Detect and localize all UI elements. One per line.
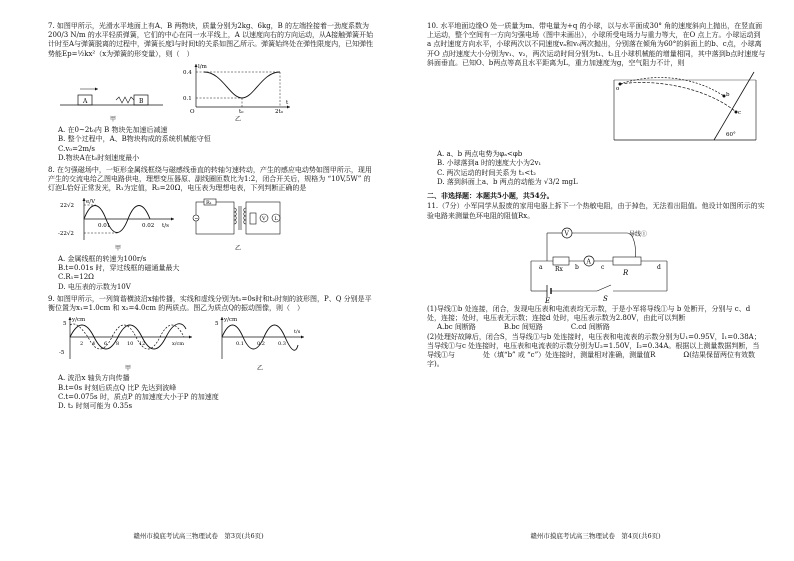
question-7-stem: 7. 如图甲所示，光滑水平地面上有A、B 两物块，质量分别为2kg、6kg，B 的左端拴接着一劲度系数为 200/3 N/m 的水平轻质弹簧，它们的中心在同一水平线上，A 以速度向右的方向运动，从A接触弹簧开始计时至A与弹簧脱离的过程中，弹簧长度l与时间t的关系如图乙所示。弹簧始终处在弹性限度内，已知弹性势能Ep=½kx²（x为弹簧的形变量），则（ ）: [48, 22, 374, 58]
length-time-graph: [182, 61, 294, 113]
node-b: b: [574, 263, 579, 271]
y-axis-label: l/m: [198, 63, 207, 70]
question-8-fig-jia: [58, 196, 178, 253]
y-tick-positive: 22√2: [60, 202, 75, 209]
ammeter-label: A: [586, 258, 591, 266]
trajectory-1: [620, 78, 724, 96]
question-10-body: [427, 22, 766, 68]
y-tick-0.1: 0.1: [183, 95, 192, 102]
projectile-incline-diagram: [610, 68, 760, 148]
question-9-option-d: D. t₂ 时刻可能为 0.35s: [58, 402, 133, 411]
question-8: [48, 166, 377, 292]
transformer-circuit: [192, 196, 284, 242]
question-9-option-c: C.t=0.075s 时，质点P 的加速度大小于P 的加速度: [58, 392, 219, 401]
question-8-fig-jia-caption: 甲: [114, 244, 121, 252]
node-c: c: [600, 263, 604, 271]
t-tick-0.1: 0.1: [236, 341, 244, 348]
y-axis-label-2: y/cm: [224, 317, 238, 324]
question-8-option-d: D. 电压表的示数为10V: [58, 282, 131, 291]
node-d: d: [656, 263, 661, 271]
question-7-option-c: C.v₀=2m/s: [58, 144, 95, 153]
trajectory-2: [620, 83, 736, 113]
question-8-option-b: B.t=0.01s 时，穿过线框的磁通量最大: [58, 264, 180, 273]
question-11-part-2: (2)处理好故障后，闭合S，当导线①与b 处连接时，电压表和电流表的示数分别为U₁=0.95V，I₁=0.38A；当导线①与c 处连接时，电压表和电流表的示数分别为U₂=1.50V，I₂=0.34A。根据以上测量数据判断，当导线①与 处（填“b” 或 “c”）处连接时，测量相对准确，测量值R Ω(结果保留两位有效数字)。: [427, 332, 761, 369]
x-axis-label: t/s: [162, 222, 169, 229]
question-7-option-b: B. 整个过程中，A、B物块构成的系统机械能守恒: [58, 135, 211, 144]
y-tick-negative: -22√2: [58, 230, 74, 237]
question-8-stem: 8. 在匀强磁场中，一矩形金属线框绕与磁感线垂直的转轴匀速转动，产生的感应电动势如图甲所示，现用产生的交流电给乙图电路供电，理想变压器原、副线圈匝数比为1:2，闭合开关后，规格为 “10V,5W” 的灯泡L恰好正常发光，R₁为定值，R₂=20Ω，电压表为理想电表，下列判断正确的是: [48, 166, 372, 193]
x-tick-origin: O: [190, 108, 195, 113]
node-a: a: [538, 263, 543, 271]
question-8-figures: [58, 196, 377, 253]
spring: [116, 97, 134, 103]
svg-text:B: B: [139, 97, 144, 105]
switch-symbol: [597, 285, 611, 291]
question-11-part-1: (1)导线①b 处连接，闭合，发现电压表和电流表均无示数，于是小军将导线①与 b 处断开，分别与 c、d 处，连接；处时，电压表无示数；连接d 处时，电压表示数为2.80V，由此可以判断: [427, 304, 751, 323]
wire-label: 导线①: [628, 230, 647, 238]
left-column: [48, 22, 377, 531]
right-column: [427, 22, 766, 531]
question-9-fig-jia: [58, 315, 198, 372]
x-tick-4: 4: [92, 341, 96, 348]
y-tick-5-2: 5: [215, 321, 219, 328]
question-10-option-a: A. a、b 两点电势为φₐ<φb: [437, 150, 523, 159]
question-8-option-a: A. 金属线框的转速为100r/s: [58, 254, 147, 263]
battery-label: E: [544, 296, 550, 303]
vibration-graph: [212, 315, 308, 361]
y-axis-label: e/V: [86, 198, 96, 205]
question-7-fig-yi: [182, 61, 294, 124]
question-11: [427, 202, 766, 369]
x-tick-2: 2: [80, 341, 84, 348]
x-tick-6: 6: [104, 341, 108, 348]
section-heading: 二、非选择题：本题共5小题，共54分。: [427, 191, 554, 201]
svg-text:R₁: R₁: [206, 199, 212, 206]
svg-text:L: L: [274, 215, 278, 222]
question-11-figure-row: [427, 223, 766, 303]
svg-text:c: c: [738, 110, 742, 117]
question-9-figures: [58, 315, 377, 372]
question-7-fig-yi-caption: 乙: [234, 116, 241, 124]
svg-text:A: A: [83, 97, 88, 105]
emf-sine-graph: [58, 196, 178, 242]
question-9-fig-yi: [212, 315, 308, 372]
blocks-spring-diagram: [58, 73, 168, 113]
question-9-option-b: B.t=0s 时刻后质点Q 比P 先达到波峰: [58, 383, 177, 392]
rx-resistor: [553, 257, 569, 265]
question-9-fig-yi-caption: 乙: [256, 364, 263, 372]
x-tick-0.01: 0.01: [98, 222, 111, 229]
question-9-fig-jia-caption: 甲: [124, 364, 131, 372]
x-tick-2t0: 2t₀: [275, 108, 283, 113]
y-tick-5: 5: [63, 321, 67, 328]
question-7-option-d: D.物块A在t₀时刻速度最小: [58, 153, 140, 162]
x-tick-12: 12: [139, 341, 146, 348]
question-8-fig-yi-caption: 乙: [234, 244, 241, 252]
x-tick-10: 10: [127, 341, 134, 348]
resistor-r2: [250, 213, 256, 224]
question-7-fig-jia: [58, 73, 168, 124]
y-tick-0.4: 0.4: [183, 69, 192, 76]
question-11-part-1-options: A.bc 间断路 B.bc 间短路 C.cd 间断路: [437, 323, 610, 332]
left-page-footer: 赣州市摸底考试高三物理试卷 第3页(共6页): [133, 532, 264, 541]
right-page: [397, 0, 794, 561]
question-10: [427, 22, 766, 187]
question-7-option-a: A. 在0~2t₀内 B 物块先加速后减速: [58, 126, 168, 135]
question-7: [48, 22, 377, 163]
y-tick-neg5: -5: [59, 350, 65, 357]
question-10-figure-row: [427, 68, 760, 148]
question-10-option-b: B. 小球落到a 时的速度大小为2v₁: [437, 159, 542, 168]
x-tick-t0: t₀: [239, 108, 244, 113]
x-axis-label: x/cm: [172, 341, 185, 348]
question-7-fig-jia-caption: 甲: [109, 116, 116, 124]
question-9: [48, 295, 377, 412]
question-8-fig-yi: [192, 196, 284, 253]
length-curve: [204, 72, 280, 98]
x-tick-8: 8: [116, 341, 120, 348]
svg-text:V: V: [262, 215, 266, 222]
question-10-option-c: C. 两次运动的时间关系为 t₁<t₂: [437, 168, 536, 177]
measurement-circuit: [517, 223, 677, 303]
svg-text:~: ~: [194, 216, 199, 222]
question-10-stem: 10. 水平地面边缘O 处一质量为m、带电量为+q 的小球，以与水平面成30° 角的速度斜向上抛出，在竖直面上运动，整个空间有一方向匀强电场（图中未画出），小球所受电场力与重力等大，在O 点上方。小球运动到 a 点时速度方向水平，小球两次以不同速度vₐ和v₀两次抛出，分别落在倾角为60°的斜面上的b、c点，小球离开O 点时速度大小分别为v₁、v₂，两次运动时间分别为t₁、t₂且小球机械能的增量相同，其中落到b点时速度与斜面垂直。已知O、b两点等高且水平距离为L，重力加速度为g，空气阻力不计，则: [427, 22, 766, 67]
question-10-option-d: D. 落到斜面上a、b 两点的动能为 √3/2 mgL: [437, 177, 578, 186]
x-tick-0.02: 0.02: [142, 222, 155, 229]
incline: [714, 72, 754, 140]
y-axis-label: y/cm: [72, 317, 86, 324]
t-tick-0.2: 0.2: [257, 341, 265, 348]
question-9-option-a: A. 波沿x 轴负方向传播: [58, 374, 130, 383]
svg-text:b: b: [726, 92, 730, 99]
x-axis-label: t: [286, 99, 289, 106]
question-9-stem: 9. 如图甲所示，一列简谐横波沿x轴传播，实线和虚线分别为t₁=0s时和t₂时刻的波形图，P、Q 分别是平衡位置为x₁=1.0cm 和 x₂=4.0cm 的两质点。图乙为质点Q的振动图像，则（ ）: [48, 294, 372, 313]
incline-angle-label: 60°: [726, 132, 736, 139]
t-axis-label: t/s: [294, 329, 301, 336]
switch-label: S: [602, 294, 608, 303]
right-page-footer: 赣州市摸底考试高三物理试卷 第4页(共6页): [530, 532, 661, 541]
rheostat: [613, 257, 641, 265]
rheostat-label: R: [622, 268, 628, 277]
rx-label: Rx: [554, 265, 563, 273]
question-8-option-c: C.R₁=12Ω: [58, 273, 94, 282]
question-7-figures: [58, 61, 377, 124]
wave-graph: [58, 315, 198, 361]
t-tick-0.3: 0.3: [278, 341, 286, 348]
svg-text:o: o: [616, 86, 620, 93]
question-11-stem: 11.（7分）小军同学从报废的家用电器上拆下一个热敏电阻，由于掉色，无法看出阻值。他设计如图所示的实验电路来测量色环电阻的阻值Rx。: [427, 202, 765, 220]
voltmeter-label: V: [564, 230, 569, 238]
